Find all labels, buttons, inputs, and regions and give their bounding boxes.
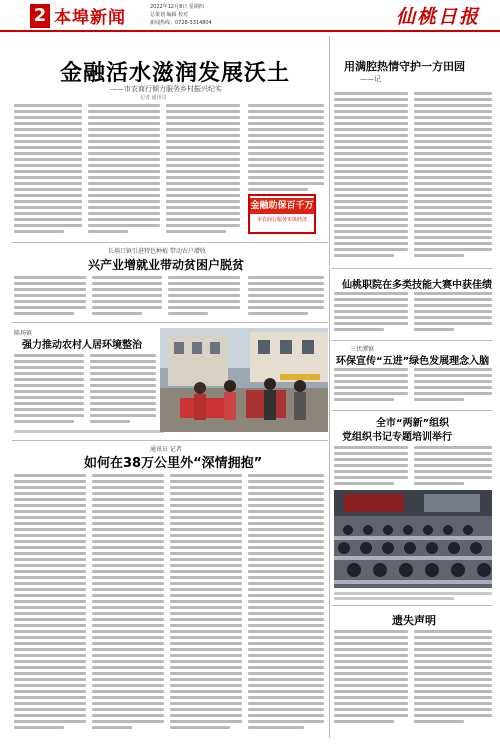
hug-kicker: 通讯员 记者 bbox=[150, 446, 182, 453]
right-top-headline: 用满腔热情守护一方田园 bbox=[344, 60, 465, 73]
eco-headline: 环保宣传“五进”绿色发展理念入脑 bbox=[336, 356, 490, 367]
right-top-subtitle: ——记 bbox=[360, 75, 381, 83]
college-headline: 仙桃职院在多类技能大赛中获佳绩 bbox=[342, 280, 492, 291]
newspaper-masthead: 仙桃日报 bbox=[395, 6, 480, 28]
issue-hotline: 新闻热线：0728-3314804 bbox=[150, 20, 212, 26]
section-divider bbox=[12, 440, 328, 441]
rural-kicker: 陈场镇 bbox=[14, 330, 33, 337]
page-number: 2 bbox=[30, 4, 50, 28]
lead-headline: 金融活水滋润发展沃土 bbox=[60, 61, 291, 86]
page-header bbox=[0, 0, 500, 32]
column-divider bbox=[329, 268, 330, 738]
section-divider bbox=[332, 268, 492, 269]
section-title: 本埠新闻 bbox=[54, 8, 126, 28]
column-divider bbox=[329, 36, 330, 266]
income-headline: 兴产业增就业带动贫困户脱贫 bbox=[88, 258, 245, 272]
rural-photo bbox=[160, 328, 328, 432]
eco-kicker: 三伏潭镇 bbox=[350, 346, 375, 353]
advert-banner bbox=[248, 194, 316, 234]
hug-headline: 如何在38万公里外“深情拥抱” bbox=[84, 456, 263, 471]
issue-editors: 总策划 编辑 校对 bbox=[150, 12, 189, 18]
section-divider bbox=[332, 340, 492, 341]
contest-headline-line2: 党组织书记专题培训举行 bbox=[342, 432, 452, 443]
section-divider bbox=[12, 322, 328, 323]
lead-subtitle: ——市农商行倾力服务乡村振兴纪实 bbox=[110, 85, 222, 93]
issue-meta bbox=[150, 3, 212, 27]
banner-body: 市农商行服务实体经济 bbox=[256, 217, 307, 223]
contest-headline: 全市“两新”组织 bbox=[376, 418, 450, 429]
income-kicker: 长埫口镇引进特色种植 带动农户增收 bbox=[108, 248, 206, 255]
section-divider bbox=[332, 605, 492, 606]
banner-title: 金融助保百千万 bbox=[250, 198, 314, 214]
issue-date: 2022年12月8日 星期四 bbox=[150, 4, 204, 10]
section-divider bbox=[12, 242, 328, 243]
lead-byline: 记者 通讯员 bbox=[140, 95, 167, 101]
notice-headline: 遗失声明 bbox=[392, 614, 436, 627]
section-divider bbox=[332, 410, 492, 411]
rural-headline: 强力推动农村人居环境整治 bbox=[22, 340, 142, 351]
classroom-photo bbox=[334, 490, 492, 588]
